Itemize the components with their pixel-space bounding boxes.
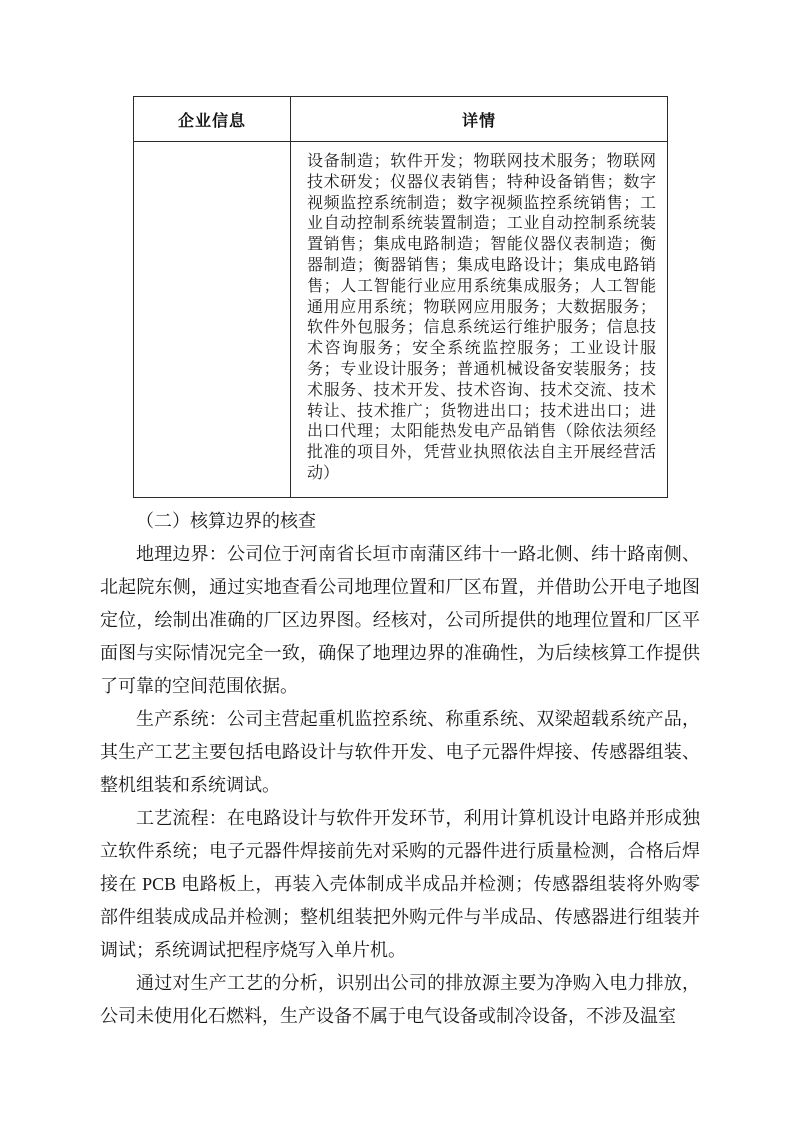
business-scope-detail-cell: 设备制造；软件开发；物联网技术服务；物联网技术研发；仪器仪表销售；特种设备销售；数字视频监控系统制造；数字视频监控系统销售；工业自动控制系统装置制造；工业自动控制系统装置销售；集成电路制造；智能仪器仪表制造；衡器制造；衡器销售；集成电路设计；集成电路销售；人工智能行业应用系统集成服务；人工智能通用应用系统；物联网应用服务；大数据服务；软件外包服务；信息系统运行维护服务；信息技术咨询服务；安全系统监控服务；工业设计服务；专业设计服务；普通机械设备安装服务；技术服务、技术开发、技术咨询、技术交流、技术转让、技术推广；货物进出口；技术进出口；进出口代理；太阳能热发电产品销售（除依法须经批准的项目外，凭营业执照依法自主开展经营活动） [291, 142, 668, 498]
table-header-row [134, 97, 668, 142]
paragraph-production-system: 生产系统：公司主营起重机监控系统、称重系统、双梁超载系统产品，其生产工艺主要包括电路设计与软件开发、电子元器件焊接、传感器组装、整机组装和系统调试。 [100, 708, 700, 795]
paragraph-emission-source-analysis: 通过对生产工艺的分析，识别出公司的排放源主要为净购入电力排放，公司未使用化石燃料，生产设备不属于电气设备或制冷设备，不涉及温室 [100, 972, 700, 1026]
table-row [134, 142, 668, 498]
business-scope-label-cell [134, 142, 291, 498]
table-header-detail: 详情 [291, 97, 668, 142]
paragraph-process-flow: 工艺流程：在电路设计与软件开发环节，利用计算机设计电路并形成独立软件系统；电子元器件焊接前先对采购的元器件进行质量检测，合格后焊接在 PCB 电路板上，再装入壳体制成半成品并检测；传感器组装将外购零部件组装成成品并检测；整机组装把外购元件与半成品、传感器进行组装并调试；系统调试把程序烧写入单片机。 [100, 807, 700, 960]
section-heading: （二）核算边界的核查 [136, 510, 316, 531]
company-info-table [133, 96, 668, 498]
paragraph-geographic-boundary: 地理边界：公司位于河南省长垣市南蒲区纬十一路北侧、纬十路南侧、北起院东侧，通过实地查看公司地理位置和厂区布置，并借助公开电子地图定位，绘制出准确的厂区边界图。经核对，公司所提供的地理位置和厂区平面图与实际情况完全一致，确保了地理边界的准确性，为后续核算工作提供了可靠的空间范围依据。 [100, 543, 700, 696]
table-header-company-info: 企业信息 [134, 97, 291, 142]
